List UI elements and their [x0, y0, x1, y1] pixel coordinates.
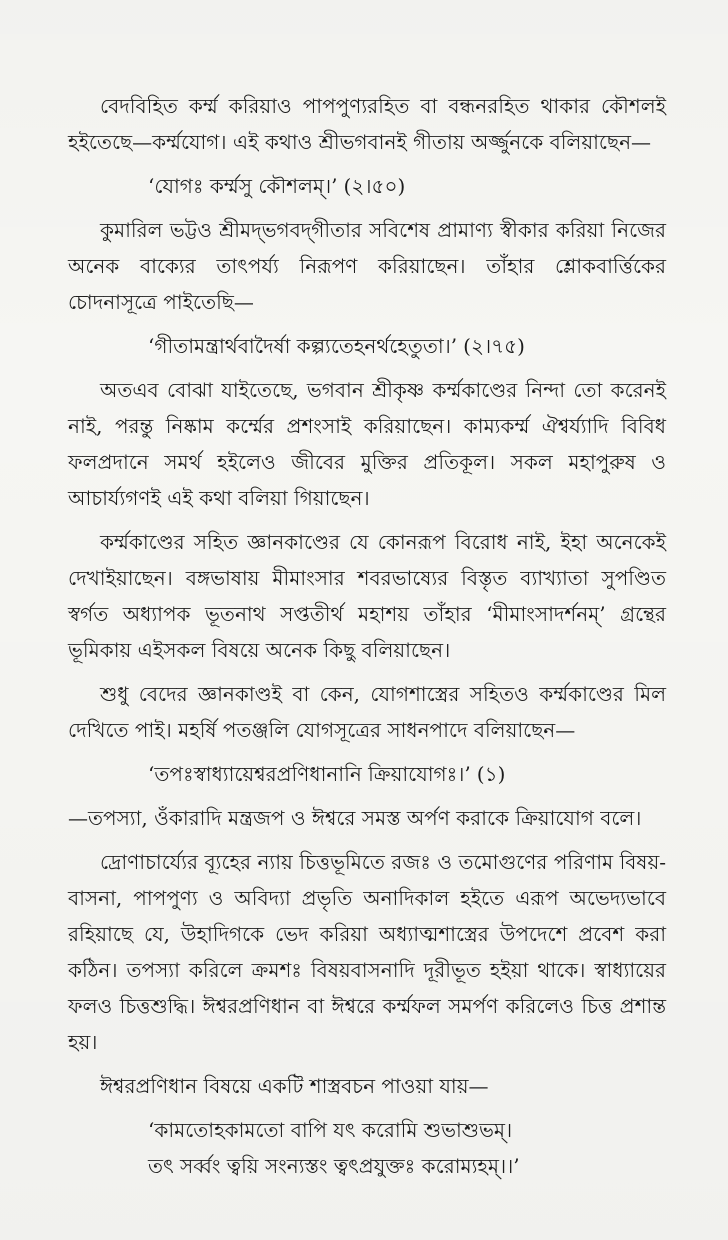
quote-text: ‘যোগঃ কর্ম্মসু কৌশলম্।’	[148, 174, 338, 198]
quote-text: ‘গীতামন্ত্রার্থবাদৈর্ষা কল্প্যতেহনর্থহেতুতা।’	[148, 334, 458, 358]
paragraph: ঈশ্বরপ্রণিধান বিষয়ে একটি শাস্ত্রবচন পাওয়া যায়—	[100, 1074, 489, 1098]
quote-reference: (২।৫০)	[343, 174, 406, 198]
paragraph: কুমারিল ভট্টও শ্রীমদ্‌ভগবদ্‌গীতার সবিশেষ প্রামাণ্য স্বীকার করিয়া নিজের অনেক বাক্যের তাৎপর্য্য নিরূপণ করিয়াছেন। তাঁহার শ্লোকবার্ত্তিকের চোদনাসূত্রে পাইতেছি—	[68, 218, 666, 314]
shastra-quote-line-1	[68, 1112, 666, 1148]
gita-quote	[68, 168, 666, 204]
quote-reference: (১)	[476, 762, 506, 786]
yogasutra-quote	[68, 756, 666, 792]
paragraph: দ্রোণাচার্য্যের ব্যূহের ন্যায় চিত্তভূমিতে রজঃ ও তমোগুণের পরিণাম বিষয়-বাসনা, পাপপুণ্য ও অবিদ্যা প্রভৃতি অনাদিকাল হইতে এরূপ অভেদ্যভাবে রহিয়াছে যে, উহাদিগকে ভেদ করিয়া অধ্যাত্মশাস্ত্রের উপদেশে প্রবেশ করা কঠিন। তপস্যা করিলে ক্রমশঃ বিষয়বাসনাদি দূরীভূত হইয়া থাকে। স্বাধ্যায়ের ফলও চিত্তশুদ্ধি। ঈশ্বরপ্রণিধান বা ঈশ্বরে কর্ম্মফল সমর্পণ করিলেও চিত্ত প্রশান্ত হয়।	[68, 850, 666, 1054]
paragraph: বেদবিহিত কর্ম্ম করিয়াও পাপপুণ্যরহিত বা বন্ধনরহিত থাকার কৌশলই হইতেছে—কর্ম্মযোগ। এই কথাও শ্রীভগবানই গীতায় অর্জ্জুনকে বলিয়াছেন—	[68, 94, 666, 154]
page-body	[68, 88, 666, 1184]
quote-text: তৎ সর্ব্বং ত্বয়ি সংন্যস্তং ত্বৎপ্রযুক্তঃ করোম্যহম্।।’	[148, 1154, 520, 1178]
quote-text: ‘তপঃস্বাধ্যায়েশ্বরপ্রণিধানানি ক্রিয়াযোগঃ।’	[148, 762, 471, 786]
paragraph: কর্ম্মকাণ্ডের সহিত জ্ঞানকাণ্ডের যে কোনরূপ বিরোধ নাই, ইহা অনেকেই দেখাইয়াছেন। বঙ্গভাষায় মীমাংসার শবরভাষ্যের বিস্তৃত ব্যাখ্যাতা সুপণ্ডিত স্বর্গত অধ্যাপক ভূতনাথ সপ্ততীর্থ মহাশয় তাঁহার ‘মীমাংসাদর্শনম্’ গ্রন্থের ভূমিকায় এইসকল বিষয়ে অনেক কিছু বলিয়াছেন।	[68, 530, 666, 662]
paragraph: —তপস্যা, ওঁকারাদি মন্ত্রজপ ও ঈশ্বরে সমস্ত অর্পণ করাকে ক্রিয়াযোগ বলে।	[68, 806, 642, 830]
paragraph: শুধু বেদের জ্ঞানকাণ্ডই বা কেন, যোগশাস্ত্রের সহিতও কর্ম্মকাণ্ডের মিল দেখিতে পাই। মহর্ষি পতঞ্জলি যোগসূত্রের সাধনপাদে বলিয়াছেন—	[68, 682, 666, 742]
quote-reference: (২।৭৫)	[463, 334, 525, 358]
quote-text: ‘কামতোহকামতো বাপি যৎ করোমি শুভাশুভম্।	[148, 1118, 513, 1142]
shlokavartika-quote	[68, 328, 666, 364]
shastra-quote-line-2	[68, 1148, 666, 1184]
paragraph: অতএব বোঝা যাইতেছে, ভগবান শ্রীকৃষ্ণ কর্ম্মকাণ্ডের নিন্দা তো করেনই নাই, পরন্তু নিষ্কাম কর্ম্মের প্রশংসাই করিয়াছেন। কাম্যকর্ম্ম ঐশ্বর্য্যাদি বিবিধ ফলপ্রদানে সমর্থ হইলেও জীবের মুক্তির প্রতিকূল। সকল মহাপুরুষ ও আচার্য্যগণই এই কথা বলিয়া গিয়াছেন।	[68, 378, 666, 510]
